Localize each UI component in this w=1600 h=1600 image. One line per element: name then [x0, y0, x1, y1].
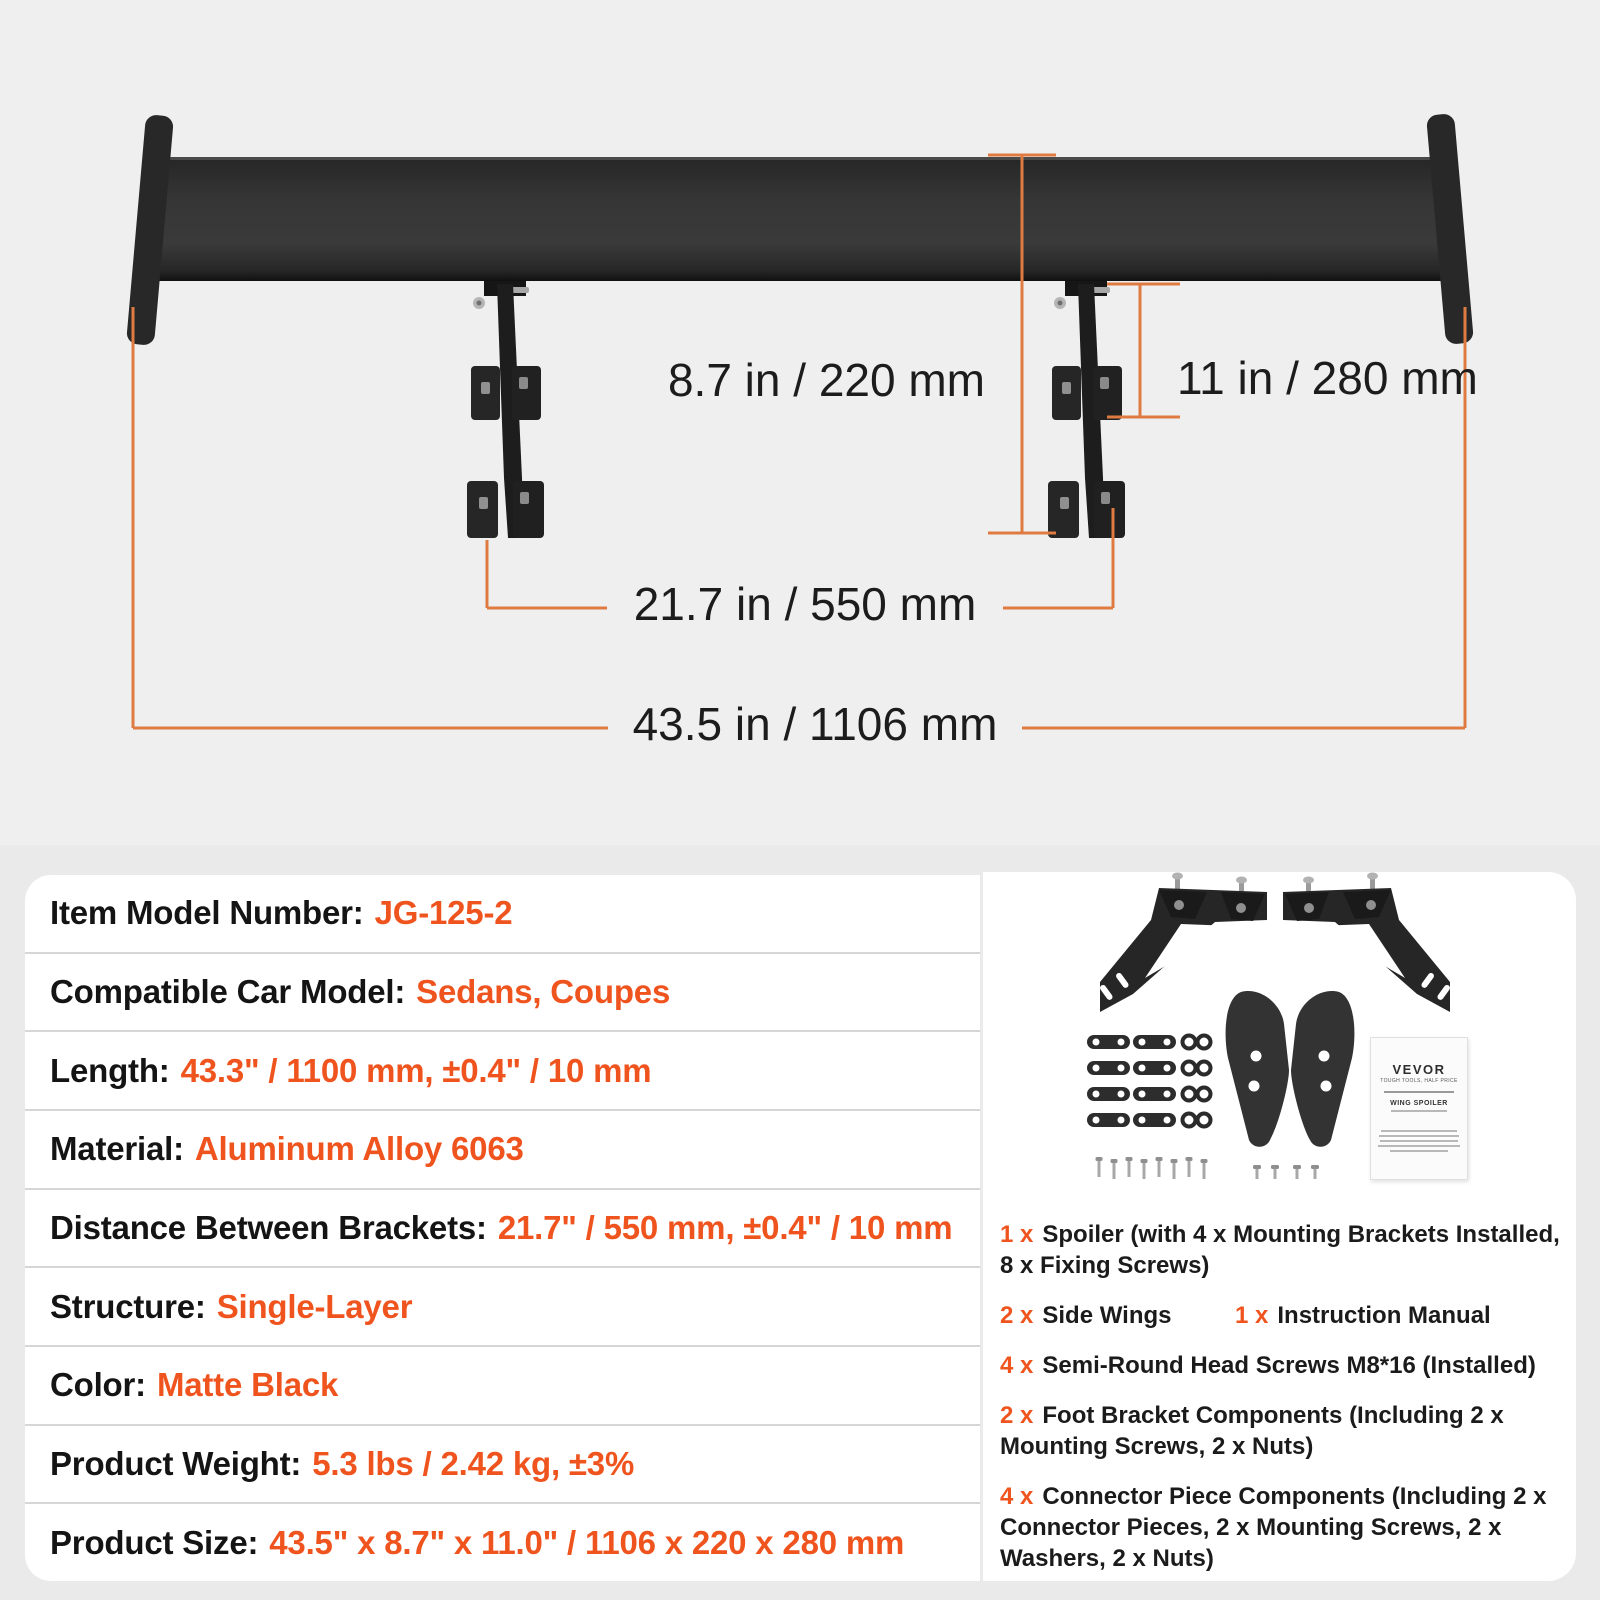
kit-mounting-screws [1096, 1157, 1208, 1179]
spec-label: Item Model Number: [50, 894, 364, 932]
manual-tagline: TOUGH TOOLS, HALF PRICE [1380, 1078, 1458, 1084]
part-quantity: 2 x [1000, 1402, 1034, 1429]
spec-label: Distance Between Brackets: [50, 1209, 487, 1247]
dim-label-length: 43.5 in / 1106 mm [632, 698, 998, 750]
part-text: Foot Bracket Components (Including 2 x Mounting Screws, 2 x Nuts) [1000, 1402, 1504, 1460]
parts-list [1000, 1219, 1562, 1593]
manual-brand-logo: VEVOR [1392, 1062, 1446, 1077]
instruction-manual [1370, 1037, 1468, 1180]
part-text: Connector Piece Components (Including 2 x Connector Pieces, 2 x Mounting Screws, 2 x Washers, 2 x Nuts) [1000, 1483, 1547, 1572]
manual-text-line [1390, 1150, 1448, 1152]
dim-label-bracket-distance: 21.7 in / 550 mm [633, 578, 977, 630]
spec-label: Product Weight: [50, 1445, 302, 1483]
spec-value: Single-Layer [216, 1287, 413, 1325]
part-quantity: 4 x [1000, 1483, 1034, 1510]
dim-label-height: 11 in / 280 mm [1177, 352, 1478, 404]
mounting-bracket-right [1048, 281, 1125, 538]
kit-foot-bracket-right [1283, 873, 1451, 1013]
spec-row-bracket-distance [25, 1190, 980, 1269]
kit-short-screws [1253, 1165, 1319, 1179]
parts-list-item-foot-brackets [1000, 1400, 1562, 1462]
manual-text-line [1378, 1145, 1460, 1147]
spec-table [25, 875, 980, 1581]
spec-value: Sedans, Coupes [416, 973, 671, 1010]
manual-divider [1384, 1091, 1453, 1093]
spec-value: Matte Black [156, 1366, 339, 1404]
spec-row-model [25, 875, 980, 954]
kit-contents-illustration [983, 872, 1576, 1220]
part-text: Side Wings [1042, 1302, 1172, 1329]
kit-connector-pieces [1087, 1035, 1211, 1127]
mounting-bracket-left [467, 281, 544, 538]
spec-label: Structure: [50, 1287, 206, 1325]
spec-label: Length: [50, 1051, 170, 1089]
spec-row-structure [25, 1268, 980, 1347]
spoiler-blade [150, 157, 1448, 281]
parts-list-item-screws [1000, 1350, 1562, 1381]
kit-contents-panel [983, 872, 1576, 1581]
spec-row-material [25, 1111, 980, 1190]
part-text: Semi-Round Head Screws M8*16 (Installed) [1042, 1352, 1536, 1379]
spec-row-weight [25, 1426, 980, 1505]
spec-value: 21.7" / 550 mm, ±0.4" / 10 mm [497, 1209, 953, 1247]
spec-value: 5.3 lbs / 2.42 kg, ±3% [312, 1445, 635, 1483]
kit-side-wing-right [1291, 991, 1354, 1147]
parts-list-item-connector-pieces [1000, 1481, 1562, 1574]
spec-value: 43.3" / 1100 mm, ±0.4" / 10 mm [180, 1051, 652, 1089]
dim-label-depth: 8.7 in / 220 mm [667, 354, 985, 406]
spec-label: Material: [50, 1130, 184, 1168]
part-quantity: 4 x [1000, 1352, 1034, 1379]
spec-label: Compatible Car Model: [50, 973, 406, 1010]
parts-list-item-manual [1235, 1300, 1491, 1331]
parts-list-item-spoiler [1000, 1219, 1562, 1281]
kit-side-wing-left [1226, 991, 1289, 1147]
manual-text-line [1391, 1110, 1447, 1112]
part-quantity: 1 x [1235, 1302, 1269, 1329]
part-quantity: 1 x [1000, 1221, 1034, 1248]
manual-text-line [1381, 1130, 1458, 1132]
part-quantity: 2 x [1000, 1302, 1034, 1329]
spec-row-color [25, 1347, 980, 1426]
spoiler-blade-highlight [150, 157, 1448, 160]
part-text: Spoiler (with 4 x Mounting Brackets Installed, 8 x Fixing Screws) [1000, 1221, 1560, 1279]
spec-label: Color: [50, 1366, 146, 1404]
spec-label: Product Size: [50, 1523, 259, 1561]
spec-row-length [25, 1032, 980, 1111]
spec-row-car-model [25, 954, 980, 1033]
part-text: Instruction Manual [1277, 1302, 1491, 1329]
spec-value: JG-125-2 [374, 894, 513, 932]
parts-list-item-wings-manual [1000, 1300, 1562, 1331]
spec-value: Aluminum Alloy 6063 [194, 1130, 524, 1168]
spec-value: 43.5" x 8.7" x 11.0" / 1106 x 220 x 280 mm [269, 1523, 905, 1561]
spec-row-size [25, 1504, 980, 1581]
manual-title: WING SPOILER [1390, 1100, 1448, 1107]
manual-text-line [1380, 1140, 1459, 1142]
manual-text-line [1379, 1135, 1460, 1137]
kit-foot-bracket-left [1099, 873, 1267, 1013]
